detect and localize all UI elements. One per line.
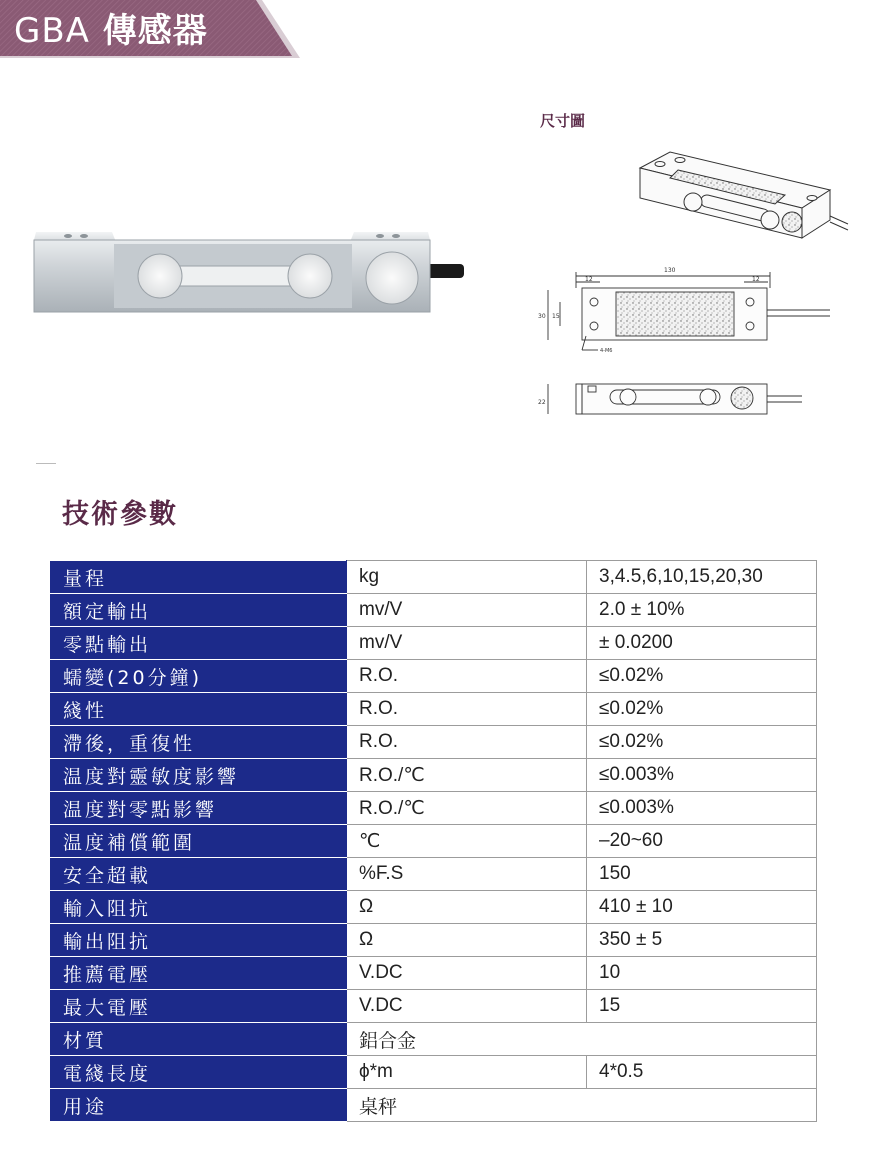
spec-value: 350 ± 5 [587, 924, 817, 957]
spec-label: 輸出阻抗 [51, 924, 347, 957]
spec-value: –20~60 [587, 825, 817, 858]
table-row [51, 660, 817, 693]
table-row [51, 627, 817, 660]
product-photo [30, 220, 470, 330]
spec-unit: ℃ [347, 825, 587, 858]
table-row [51, 726, 817, 759]
table-row [51, 561, 817, 594]
spec-unit: R.O./℃ [347, 759, 587, 792]
spec-label: 用途 [51, 1089, 347, 1122]
dim-height-label: 30 [538, 313, 546, 320]
table-row [51, 891, 817, 924]
table-row [51, 957, 817, 990]
spec-label: 電綫長度 [51, 1056, 347, 1089]
spec-label: 最大電壓 [51, 990, 347, 1023]
dim-hole-label: 15 [552, 313, 560, 320]
spec-value: ≤0.003% [587, 759, 817, 792]
spec-label: 量程 [51, 561, 347, 594]
spec-value: 3,4.5,6,10,15,20,30 [587, 561, 817, 594]
spec-value: ≤0.02% [587, 726, 817, 759]
spec-label: 輸入阻抗 [51, 891, 347, 924]
spec-unit: %F.S [347, 858, 587, 891]
dimension-drawing [530, 140, 850, 430]
spec-label: 推薦電壓 [51, 957, 347, 990]
dim-thread-label: 4-M6 [600, 348, 613, 354]
table-row [51, 990, 817, 1023]
spec-label: 温度對零點影響 [51, 792, 347, 825]
spec-value: ≤0.003% [587, 792, 817, 825]
dim-right-label: 12 [752, 276, 760, 283]
spec-value: ± 0.0200 [587, 627, 817, 660]
spec-label: 額定輸出 [51, 594, 347, 627]
table-row [51, 792, 817, 825]
table-row [51, 594, 817, 627]
spec-unit: 桌秤 [347, 1089, 817, 1122]
spec-unit: kg [347, 561, 587, 594]
page-title [14, 6, 208, 56]
dim-length-label: 130 [664, 267, 676, 274]
drawing-title: 尺寸圖 [540, 112, 586, 130]
spec-unit: mv/V [347, 627, 587, 660]
spec-label: 安全超載 [51, 858, 347, 891]
spec-unit: R.O. [347, 660, 587, 693]
title-model: GBA [14, 11, 90, 51]
spec-unit: mv/V [347, 594, 587, 627]
divider [36, 463, 56, 464]
table-row [51, 858, 817, 891]
spec-label: 温度對靈敏度影響 [51, 759, 347, 792]
table-row [51, 1089, 817, 1122]
table-row [51, 1023, 817, 1056]
spec-unit: Ω [347, 891, 587, 924]
spec-value: 410 ± 10 [587, 891, 817, 924]
spec-label: 零點輸出 [51, 627, 347, 660]
spec-unit: 鋁合金 [347, 1023, 817, 1056]
spec-label: 温度補償範圍 [51, 825, 347, 858]
spec-unit: V.DC [347, 990, 587, 1023]
spec-unit: R.O./℃ [347, 792, 587, 825]
spec-label: 滯後，重復性 [51, 726, 347, 759]
table-row [51, 1056, 817, 1089]
spec-value: 10 [587, 957, 817, 990]
spec-value: 15 [587, 990, 817, 1023]
spec-label: 綫性 [51, 693, 347, 726]
spec-unit: R.O. [347, 693, 587, 726]
table-row [51, 924, 817, 957]
spec-unit: ϕ*m [347, 1056, 587, 1089]
spec-value: ≤0.02% [587, 693, 817, 726]
spec-unit: Ω [347, 924, 587, 957]
spec-value: ≤0.02% [587, 660, 817, 693]
table-row [51, 759, 817, 792]
title-product: 傳感器 [102, 11, 208, 51]
spec-value: 150 [587, 858, 817, 891]
table-row [51, 693, 817, 726]
dim-side-label: 22 [538, 399, 546, 406]
spec-unit: V.DC [347, 957, 587, 990]
spec-unit: R.O. [347, 726, 587, 759]
spec-table [50, 560, 817, 1122]
spec-value: 4*0.5 [587, 1056, 817, 1089]
header-banner [0, 0, 310, 62]
spec-label: 材質 [51, 1023, 347, 1056]
spec-value: 2.0 ± 10% [587, 594, 817, 627]
spec-label: 蠕變(20分鐘) [51, 660, 347, 693]
table-row [51, 825, 817, 858]
dim-left-label: 12 [585, 276, 593, 283]
section-title: 技術參數 [62, 499, 178, 530]
